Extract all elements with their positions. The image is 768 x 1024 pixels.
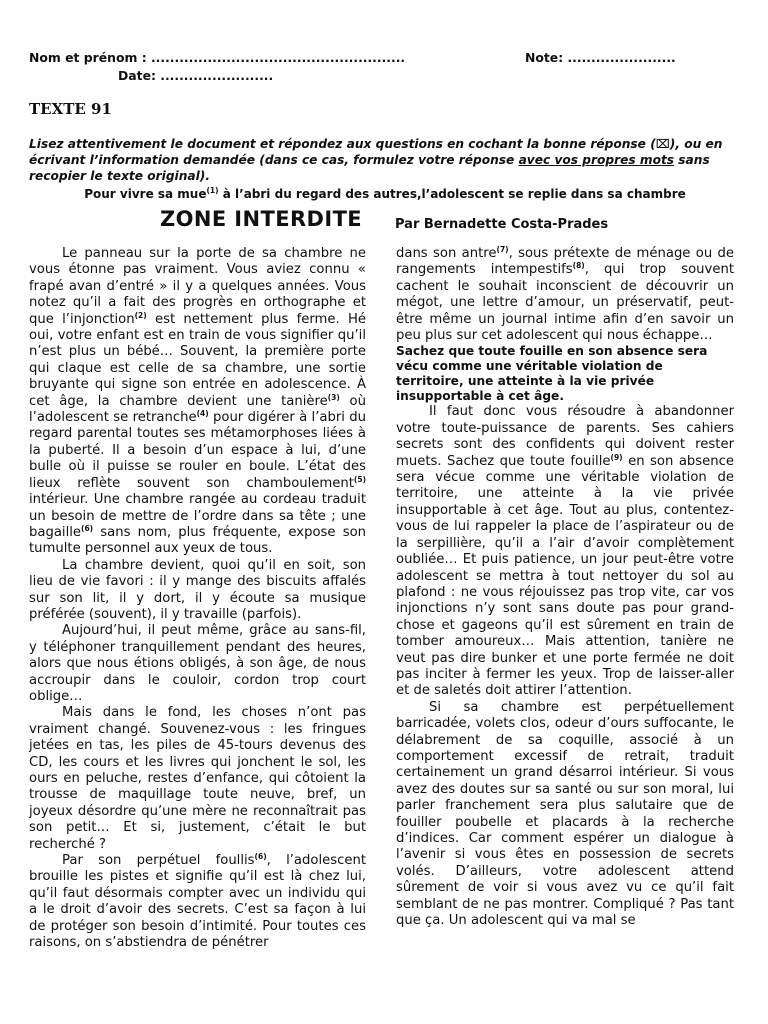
footnote-ref: (5) bbox=[353, 474, 366, 484]
paragraph: Le panneau sur la porte de sa chambre ne vous étonne pas vraiment. Vous aviez connu « frapé avan d’entré » il y a quelques années. Vous notez qu’il a fait des progrès en orthographe et que l’injonction$^{(2)}$ est nettement plus ferme. Hé oui, votre enfant est en train de vous signifier qu’il n’est plus un bébé… Souvent, la première porte qui claque est celle de sa chambre, une sortie bruyante qui signe son entrée en adolescence. À cet âge, la chambre devient une tanière$^{(3)}$ où l’adolescent se retranche$^{(4)}$ pour digérer à l’abri du regard parental toutes ses métamorphoses liées à la puberté. Il a besoin d’un espace à lui, d’une bulle où il puisse se rouler en boule. L’état des lieux reflète souvent son chamboulement$^{(5)}$ intérieur. Une chambre rangée au cordeau traduit un besoin de mettre de l’ordre dans sa tête ; une bagaille$^{(6)}$ sans nom, plus fréquente, expose son tumulte personnel aux yeux de tous. bbox=[29, 246, 367, 557]
subtitle-text: Pour vivre sa mue bbox=[84, 187, 207, 201]
paragraph: Il faut donc vous résoudre à abandonner votre toute-puissance de parents. Ses cahiers secrets sont des confidents qui doivent rester muets. Sachez que toute fouille$^{(9)}$ en son absence sera vécue comme une véritable violation de territoire, une atteinte à la vie privée insupportable à cet âge. Tout au plus, contentez-vous de lui rappeler la place de l’aspirateur ou de la serpillière, qu’il a l’air d’avoir complètement oubliée… Et puis patience, un jour peut-être votre adolescent se mettra à tout nettoyer du sol au plafond : ne vous réjouissez pas trop vite, car vos injonctions n’y sont sans doute pas pour grand-chose et gageons qu’il est sûrement en train de tomber amoureux… Mais attention, tanière ne veut pas dire bunker et une porte fermée ne doit pas inciter à fermer les yeux. Trop de laisser-aller et de saletés doit attirer l’attention. bbox=[396, 404, 734, 699]
right-column bbox=[396, 246, 734, 929]
paragraph: dans son antre$^{(7)}$, sous prétexte de ménage ou de rangements intempestifs$^{(8)}$, qui trop souvent cachent le souhait inconscient de découvrir un mégot, une lettre d’amour, un préservatif, peut-être même un journal intime afin d’en savoir un peu plus sur cet adolescent qui nous échappe… bbox=[396, 245, 735, 344]
paragraph: Aujourd’hui, il peut même, grâce au sans-fil, y téléphoner tranquillement pendant des heures, alors que nous étions obligés, à son âge, de nous accroupir dans le couloir, cordon trop court oblige… bbox=[29, 623, 366, 704]
pull-quote: Sachez que toute fouille en son absence sera vécu comme une véritable violation de territoire, une atteinte à la vie privée insupportable à cet âge. bbox=[396, 344, 708, 404]
instructions bbox=[29, 136, 741, 184]
grade-field-line: Note: ....................... bbox=[525, 50, 676, 65]
footnote-ref: (4) bbox=[196, 409, 209, 419]
paragraph: Par son perpétuel foullis$^{(6)}$, l’adolescent brouille les pistes et signifie qu’il est là chez lui, qu’il faut désormais compter avec un individu qui a le droit d’avoir des secrets. C’est sa façon à lui de protéger son besoin d’intimité. Pour toutes ces raisons, on s’abstiendra de pénétrer bbox=[29, 852, 366, 951]
footnote-ref: (6) bbox=[254, 852, 267, 862]
footnote-ref: (8) bbox=[572, 261, 585, 271]
footnote-ref: (9) bbox=[610, 452, 623, 462]
paragraph: La chambre devient, quoi qu’il en soit, son lieu de vie favori : il y mange des biscuits affalés sur son lit, il y dort, il y écoute sa musique préférée (souvent), il y travaille (parfois). bbox=[29, 557, 366, 622]
paragraph: Mais dans le fond, les choses n’ont pas vraiment changé. Souvenez-vous : les fringues jetées en tas, les piles de 45-tours devenus des CD, les cours et les livres qui jonchent le sol, les ours en peluche, restes d’enfance, qui côtoient la trousse de maquillage toute neuve, bref, un joyeux désordre qu’une mère ne reconnaîtrait pas son petit… Et si, justement, c’était le but recherché ? bbox=[29, 705, 366, 852]
footnote-ref: (7) bbox=[496, 245, 509, 254]
text-number: TEXTE 91 bbox=[29, 100, 112, 118]
subtitle-text: à l’abri du regard des autres,l’adolescent se replie dans sa chambre bbox=[218, 187, 686, 201]
article-byline: Par Bernadette Costa-Prades bbox=[395, 217, 609, 232]
article-title: ZONE INTERDITE bbox=[160, 207, 363, 231]
left-column bbox=[29, 246, 366, 951]
name-field-line: Nom et prénom : ...................................................... bbox=[29, 50, 406, 65]
footnote-ref: (6) bbox=[81, 523, 94, 533]
footnote-ref: (3) bbox=[327, 392, 340, 402]
instructions-part2: sans recopier le texte original). bbox=[29, 153, 710, 183]
footnote-ref: (1) bbox=[206, 186, 219, 195]
paragraph: Si sa chambre est perpétuellement barricadée, volets clos, odeur d’ours suffocante, le délabrement de sa coquille, associé à un comportement excessif de retrait, traduit certainement un grand désarroi intérieur. Si vous avez des doutes sur sa santé ou sur son moral, lui parler franchement sera plus salutaire que de fouiller poubelle et placards à la recherche d’indices. Car comment espérer un dialogue à l’avenir si vous êtes en possession de secrets volés. D’ailleurs, votre adolescent attend sûrement de voir si vous avez vu ce qu’il fait semblant de ne pas montrer. Compliqué ? Pas tant que ça. Un adolescent qui va mal se bbox=[396, 699, 734, 929]
instructions-part1: Lisez attentivement le document et répondez aux questions en cochant la bonne réponse (⌧), ou en écrivant l’information demandée (dans ce cas, formulez votre réponse bbox=[29, 137, 723, 167]
footnote-ref: (2) bbox=[134, 310, 147, 320]
date-field-line: Date: ........................ bbox=[118, 68, 274, 83]
instructions-underlined: avec vos propres mots bbox=[518, 153, 675, 167]
article-subtitle bbox=[29, 187, 741, 201]
